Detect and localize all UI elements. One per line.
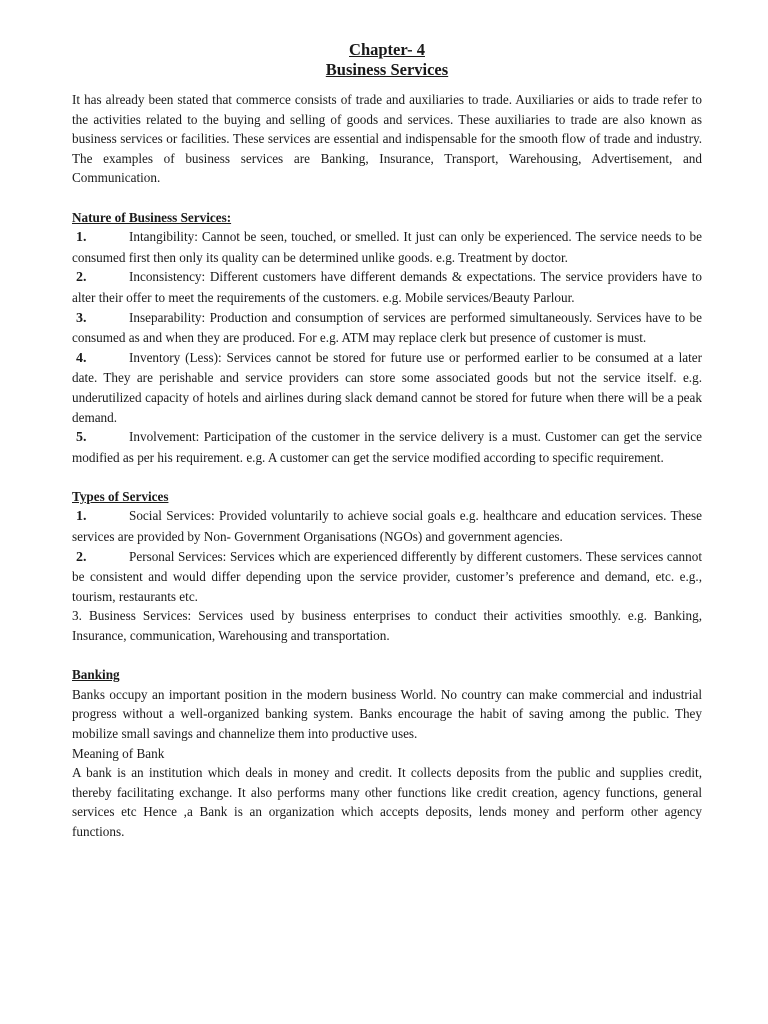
types-item (72, 547, 702, 607)
item-text: Involvement: Participation of the customer in the service delivery is a must. Customer can get the service modified as per his requirement. e.g. A customer can get the service modified according to specific requirement. (72, 429, 702, 465)
types-heading: Types of Services (72, 488, 169, 504)
nature-item (72, 348, 702, 427)
item-number: 3. (76, 310, 87, 326)
intro-paragraph: It has already been stated that commerce consists of trade and auxiliaries to trade. Auxiliaries or aids to trade refer to the activities related to the buying and selling of goods and services. These auxiliaries to trade are also known as business services or facilities. These services are essential and indispensable for the smooth flow of trade and industry. The examples of business services are Banking, Insurance, Transport, Warehousing, Advertisement, and Communication. (72, 92, 702, 186)
types-item-3: 3. Business Services: Services used by business enterprises to conduct their activities smoothly. e.g. Banking, Insurance, communication, Warehousing and transportation. (72, 608, 702, 644)
nature-item (72, 227, 702, 267)
item-text: Intangibility: Cannot be seen, touched, or smelled. It just can only be experienced. The service needs to be consumed first then only its quality can be determined unlike goods. e.g. Treatment by doctor. (72, 229, 702, 265)
item-text: Inconsistency: Different customers have different demands & expectations. The service providers have to alter their offer to meet the requirements of the customers. e.g. Mobile services/Beauty Parlour. (72, 269, 702, 305)
nature-heading: Nature of Business Services: (72, 209, 232, 225)
item-number: 2. (76, 549, 87, 565)
item-number: 4. (76, 350, 87, 366)
item-number: 1. (76, 509, 87, 525)
meaning-heading: Meaning of Bank (72, 745, 165, 761)
item-number: 2. (76, 270, 87, 286)
item-text: Social Services: Provided voluntarily to achieve social goals e.g. healthcare and education services. These services are provided by Non- Government Organisations (NGOs) and government agencies. (72, 508, 702, 545)
item-text: Inseparability: Production and consumption of services are performed simultaneously. Services have to be consumed as and when they are produced. For e.g. ATM may replace clerk but presence of customer is must. (72, 309, 702, 346)
meaning-paragraph: A bank is an institution which deals in money and credit. It collects deposits from the public and supplies credit, thereby facilitating exchange. It also performs many other functions like credit creation, agency functions, general services etc Hence ,a Bank is an organization which accepts deposits, lends money and perform other agency functions. (72, 765, 702, 839)
nature-item (72, 427, 702, 467)
item-text: Personal Services: Services which are experienced differently by different customers. These services cannot be consistent and would differ depending upon the service provider, customer’s preference and demand, etc. e.g., tourism, restaurants etc. (72, 548, 702, 604)
chapter-number: Chapter- 4 (349, 40, 425, 59)
chapter-title: Business Services (325, 60, 449, 79)
types-item (72, 506, 702, 546)
item-text: Inventory (Less): Services cannot be stored for future use or performed earlier to be consumed at a later date. They are perishable and service providers can store some associated goods but not the service itself. e.g. underutilized capacity of hotels and airlines during slack demand cannot be stored for future when there will be a peak demand. (72, 349, 702, 425)
item-number: 1. (76, 230, 87, 246)
banking-paragraph: Banks occupy an important position in the modern business World. No country can make commercial and industrial progress without a well-organized banking system. Banks encourage the habit of saving among the public. They mobilize small savings and channelize them into productive uses. (72, 686, 702, 741)
nature-item (72, 308, 702, 348)
item-number: 5. (76, 430, 87, 446)
banking-heading: Banking (72, 667, 120, 683)
nature-item (72, 267, 702, 307)
